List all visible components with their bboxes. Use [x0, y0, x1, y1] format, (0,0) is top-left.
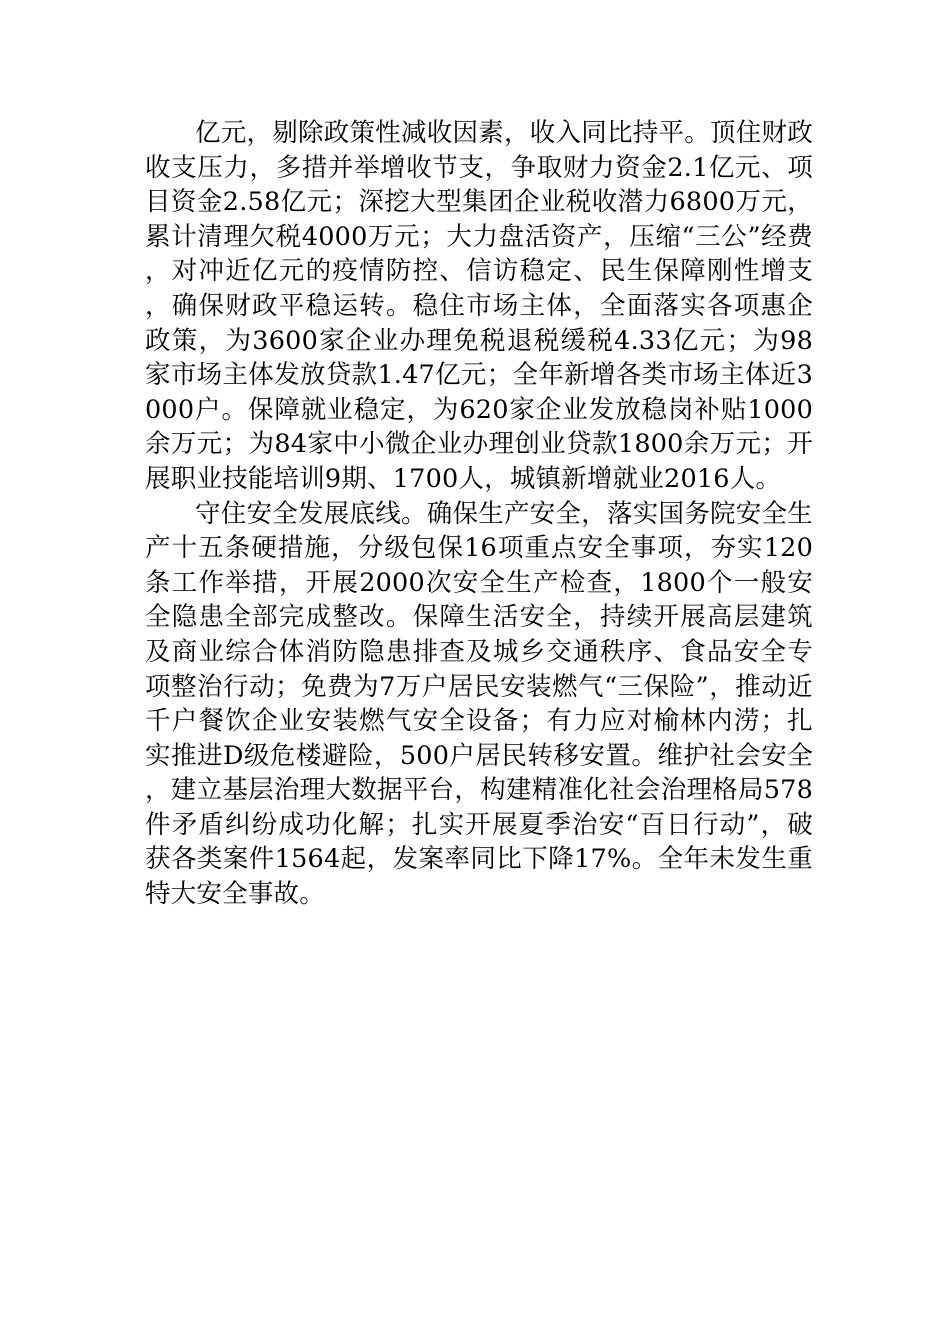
document-body	[145, 116, 813, 912]
paragraph-fiscal-and-market: 亿元，剔除政策性减收因素，收入同比持平。顶住财政收支压力，多措并举增收节支，争取财力资金2.1亿元、项目资金2.58亿元；深挖大型集团企业税收潜力6800万元，累计清理欠税4000万元；大力盘活资产，压缩“三公”经费，对冲近亿元的疫情防控、信访稳定、民生保障刚性增支，确保财政平稳运转。稳住市场主体，全面落实各项惠企政策，为3600家企业办理免税退税缓税4.33亿元；为98家市场主体发放贷款1.47亿元；全年新增各类市场主体近3000户。保障就业稳定，为620家企业发放稳岗补贴1000余万元；为84家中小微企业办理创业贷款1800余万元；开展职业技能培训9期、1700人，城镇新增就业2016人。	[145, 118, 813, 494]
paragraph-safety-bottom-line: 守住安全发展底线。确保生产安全，落实国务院安全生产十五条硬措施，分级包保16项重点安全事项，夯实120条工作举措，开展2000次安全生产检查，1800个一般安全隐患全部完成整改。保障生活安全，持续开展高层建筑及商业综合体消防隐患排查及城乡交通秩序、食品安全专项整治行动；免费为7万户居民安装燃气“三保险”，推动近千户餐饮企业安装燃气安全设备；有力应对榆林内涝；扎实推进D级危楼避险，500户居民转移安置。维护社会安全，建立基层治理大数据平台，构建精准化社会治理格局578件矛盾纠纷成功化解；扎实开展夏季治安“百日行动”，破获各类案件1564起，发案率同比下降17%。全年未发生重特大安全事故。	[145, 498, 813, 910]
